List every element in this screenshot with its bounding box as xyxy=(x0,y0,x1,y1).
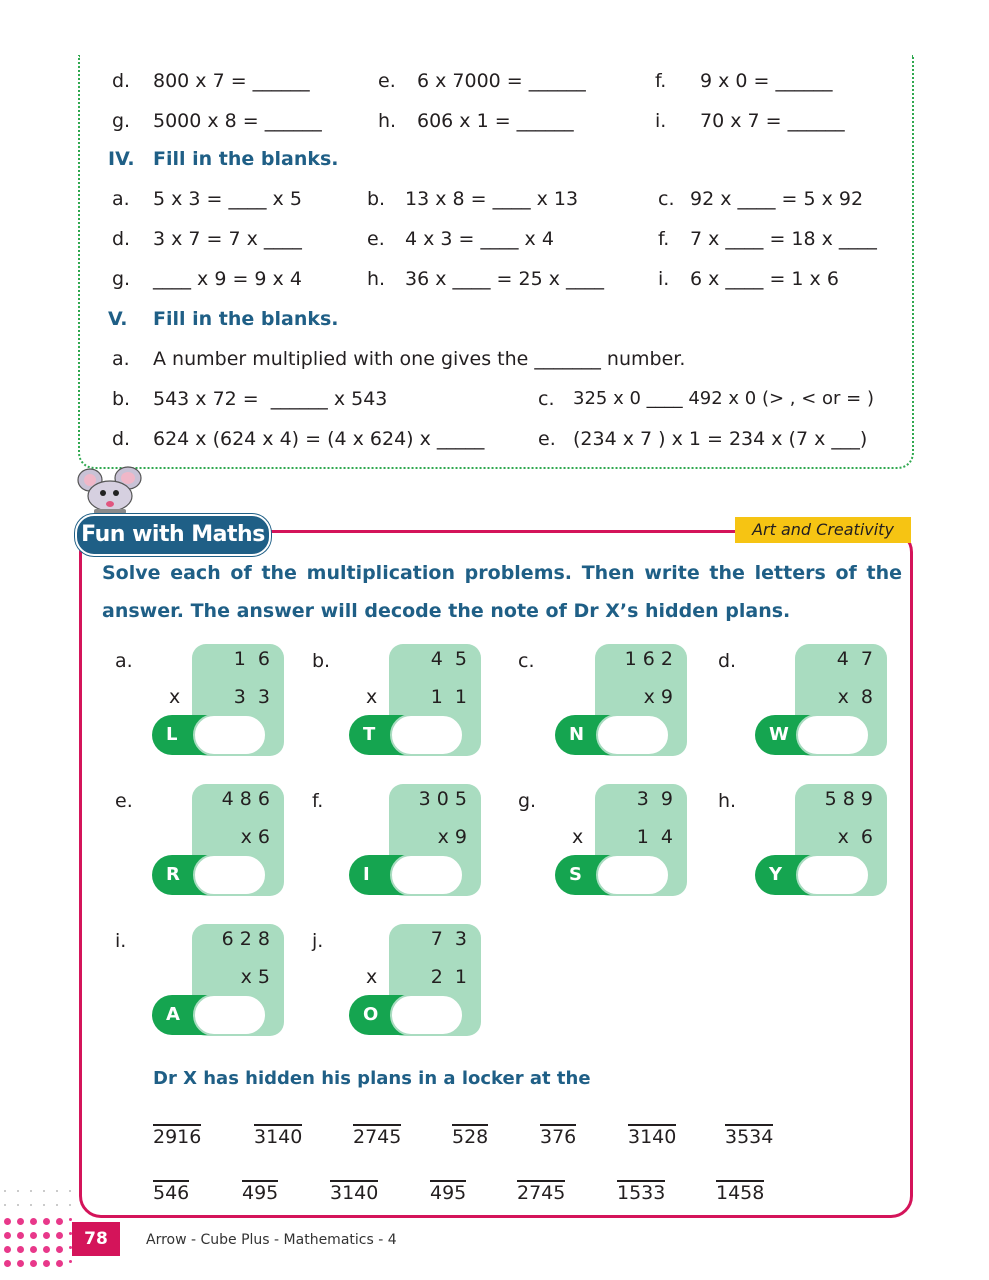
decor-dot xyxy=(17,1218,24,1225)
code-number: 495 xyxy=(430,1182,467,1204)
item-label: e. xyxy=(538,428,556,450)
answer-letter-badge: S xyxy=(555,855,635,895)
item-text: ____ x 9 = 9 x 4 xyxy=(153,268,302,290)
decor-dot xyxy=(56,1190,58,1192)
item-label: i. xyxy=(655,110,667,132)
item-label: d. xyxy=(112,70,131,92)
decor-dot xyxy=(56,1218,63,1225)
multiplier: 2 1 xyxy=(430,966,467,988)
problem-label: d. xyxy=(718,650,737,672)
code-number: 1533 xyxy=(617,1182,666,1204)
item-label: e. xyxy=(367,228,385,250)
item-text: 7 x ____ = 18 x ____ xyxy=(690,228,877,250)
item-text: 13 x 8 = ____ x 13 xyxy=(405,188,579,210)
answer-letter-badge: I xyxy=(349,855,429,895)
decor-dot xyxy=(17,1204,19,1206)
item-label: f. xyxy=(655,70,667,92)
decor-dot xyxy=(30,1204,32,1206)
item-label: g. xyxy=(112,110,131,132)
times-sign: x xyxy=(169,686,181,708)
item-label: g. xyxy=(112,268,131,290)
decor-dot xyxy=(69,1190,71,1192)
decor-dot xyxy=(43,1260,50,1267)
code-number: 546 xyxy=(153,1182,190,1204)
decor-dot xyxy=(56,1232,63,1239)
multiplicand: 4 7 xyxy=(836,648,873,670)
item-label: h. xyxy=(378,110,397,132)
item-text: 4 x 3 = ____ x 4 xyxy=(405,228,554,250)
decor-dot xyxy=(17,1260,24,1267)
decor-dot xyxy=(69,1218,72,1221)
instruction-text: Solve each of the multiplication problems. Then write the letters of the answer. The answer will decode the note of Dr X’s hidden plans. xyxy=(102,562,902,622)
problem-label: e. xyxy=(115,790,133,812)
answer-letter-badge: Y xyxy=(755,855,835,895)
times-sign: x xyxy=(366,966,378,988)
item-text: 92 x ____ = 5 x 92 xyxy=(690,188,864,210)
item-text: A number multiplied with one gives the _______ number. xyxy=(153,348,686,370)
decor-dot xyxy=(56,1260,63,1267)
multiplier: x 9 xyxy=(437,826,467,848)
item-label: c. xyxy=(658,188,675,210)
decor-dot xyxy=(43,1190,45,1192)
decor-dot xyxy=(4,1232,11,1239)
answer-letter-badge: A xyxy=(152,995,232,1035)
answer-letter-badge: W xyxy=(755,715,835,755)
multiplicand: 3 9 xyxy=(636,788,673,810)
item-text: (234 x 7 ) x 1 = 234 x (7 x ___) xyxy=(573,428,868,450)
multiplier: 1 1 xyxy=(430,686,467,708)
code-number: 376 xyxy=(540,1126,577,1148)
item-text: 6 x ____ = 1 x 6 xyxy=(690,268,839,290)
multiplier: x 6 xyxy=(837,826,873,848)
item-label: e. xyxy=(378,70,396,92)
decor-dot xyxy=(30,1218,37,1225)
answer-box[interactable] xyxy=(390,994,464,1036)
problem-label: h. xyxy=(718,790,737,812)
item-label: b. xyxy=(112,388,131,410)
item-label: h. xyxy=(367,268,386,290)
item-text: 6 x 7000 = ______ xyxy=(417,70,586,92)
problem-label: i. xyxy=(115,930,127,952)
locker-sentence: Dr X has hidden his plans in a locker at the xyxy=(153,1068,591,1089)
item-text: 606 x 1 = ______ xyxy=(417,110,574,132)
multiplier: x 9 xyxy=(643,686,673,708)
answer-box[interactable] xyxy=(193,854,267,896)
answer-letter-badge: N xyxy=(555,715,635,755)
decor-dot xyxy=(56,1204,58,1206)
item-text: 325 x 0 ____ 492 x 0 (> , < or = ) xyxy=(573,388,875,409)
item-text: 5000 x 8 = ______ xyxy=(153,110,322,132)
multiplicand: 4 5 xyxy=(430,648,467,670)
multiplicand: 1 6 2 xyxy=(624,648,673,670)
decor-dot xyxy=(30,1190,32,1192)
item-label: a. xyxy=(112,188,130,210)
multiplier: 1 4 xyxy=(636,826,673,848)
multiplier: x 5 xyxy=(240,966,270,988)
code-number: 495 xyxy=(242,1182,279,1204)
item-label: f. xyxy=(658,228,670,250)
answer-letter-badge: R xyxy=(152,855,232,895)
problem-label: j. xyxy=(312,930,324,952)
page-number: 78 xyxy=(72,1222,120,1256)
mouse-mascot-icon xyxy=(70,466,150,516)
multiplicand: 5 8 9 xyxy=(824,788,873,810)
code-number: 2745 xyxy=(353,1126,402,1148)
decor-dot xyxy=(56,1246,63,1253)
fun-with-maths-title: Fun with Maths xyxy=(75,514,271,556)
code-number: 1458 xyxy=(716,1182,765,1204)
answer-box[interactable] xyxy=(596,854,670,896)
answer-letter-badge: L xyxy=(152,715,232,755)
art-creativity-tag: Art and Creativity xyxy=(735,517,911,543)
decor-dot xyxy=(69,1232,72,1235)
item-label: c. xyxy=(538,388,555,410)
section-number: V. xyxy=(108,308,128,330)
item-label: b. xyxy=(367,188,386,210)
item-text: 624 x (624 x 4) = (4 x 624) x _____ xyxy=(153,428,485,450)
decor-dot xyxy=(17,1246,24,1253)
decor-dot xyxy=(30,1260,37,1267)
answer-box[interactable] xyxy=(193,994,267,1036)
decor-dot xyxy=(43,1232,50,1239)
section-number: IV. xyxy=(108,148,135,170)
multiplier: x 8 xyxy=(837,686,873,708)
multiplicand: 3 0 5 xyxy=(418,788,467,810)
decor-dot xyxy=(4,1218,11,1225)
item-text: 5 x 3 = ____ x 5 xyxy=(153,188,302,210)
item-label: d. xyxy=(112,428,131,450)
code-number: 2916 xyxy=(153,1126,202,1148)
decor-dot xyxy=(4,1204,6,1206)
item-text: 36 x ____ = 25 x ____ xyxy=(405,268,604,290)
times-sign: x xyxy=(366,686,378,708)
code-number: 3140 xyxy=(254,1126,303,1148)
answer-letter-badge: T xyxy=(349,715,429,755)
answer-box[interactable] xyxy=(796,714,870,756)
answer-box[interactable] xyxy=(390,854,464,896)
footer-text: Arrow - Cube Plus - Mathematics - 4 xyxy=(146,1232,397,1248)
problem-label: a. xyxy=(115,650,133,672)
problem-label: b. xyxy=(312,650,331,672)
answer-box[interactable] xyxy=(596,714,670,756)
decor-dot xyxy=(43,1246,50,1253)
code-number: 3140 xyxy=(628,1126,677,1148)
times-sign: x xyxy=(572,826,584,848)
code-number: 3534 xyxy=(725,1126,774,1148)
item-text: 800 x 7 = ______ xyxy=(153,70,310,92)
item-text: 3 x 7 = 7 x ____ xyxy=(153,228,302,250)
code-number: 2745 xyxy=(517,1182,566,1204)
decor-dot xyxy=(30,1246,37,1253)
item-text: 70 x 7 = ______ xyxy=(700,110,845,132)
decor-dot xyxy=(43,1204,45,1206)
decor-dot xyxy=(69,1260,72,1263)
item-text: 9 x 0 = ______ xyxy=(700,70,833,92)
multiplicand: 7 3 xyxy=(430,928,467,950)
decor-dot xyxy=(4,1246,11,1253)
answer-letter-badge: O xyxy=(349,995,429,1035)
decor-dot xyxy=(69,1246,72,1249)
decor-dot xyxy=(17,1232,24,1239)
code-number: 528 xyxy=(452,1126,489,1148)
multiplier: x 6 xyxy=(240,826,270,848)
decor-dot xyxy=(30,1232,37,1239)
multiplicand: 1 6 xyxy=(233,648,270,670)
section-heading: Fill in the blanks. xyxy=(153,308,339,330)
multiplier: 3 3 xyxy=(233,686,270,708)
code-number: 3140 xyxy=(330,1182,379,1204)
answer-box[interactable] xyxy=(390,714,464,756)
problem-label: f. xyxy=(312,790,324,812)
item-text: 543 x 72 = ______ x 543 xyxy=(153,388,388,410)
item-label: d. xyxy=(112,228,131,250)
decor-dot xyxy=(69,1204,71,1206)
multiplicand: 6 2 8 xyxy=(221,928,270,950)
answer-box[interactable] xyxy=(796,854,870,896)
problem-label: c. xyxy=(518,650,535,672)
decor-dot xyxy=(17,1190,19,1192)
answer-box[interactable] xyxy=(193,714,267,756)
decor-dot xyxy=(4,1260,11,1267)
decor-dot xyxy=(4,1190,6,1192)
decor-dot xyxy=(43,1218,50,1225)
item-label: a. xyxy=(112,348,130,370)
problem-label: g. xyxy=(518,790,537,812)
multiplicand: 4 8 6 xyxy=(221,788,270,810)
section-heading: Fill in the blanks. xyxy=(153,148,339,170)
item-label: i. xyxy=(658,268,670,290)
